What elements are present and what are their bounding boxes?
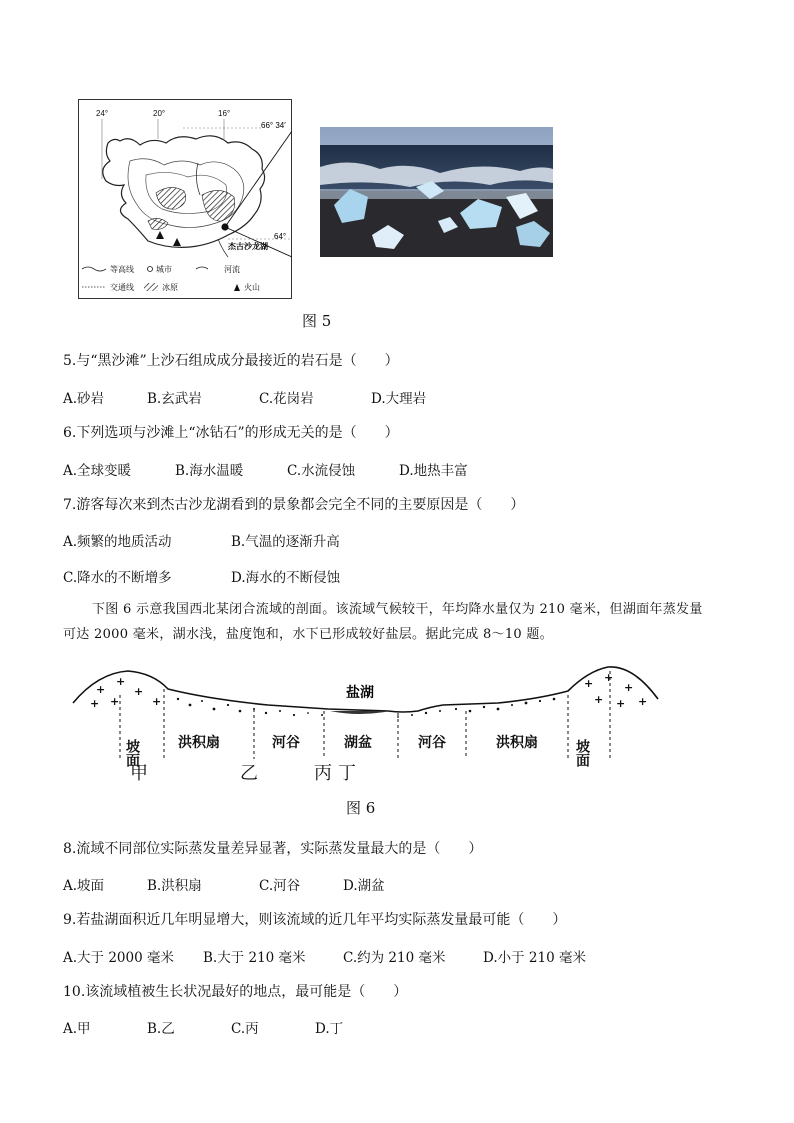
q10-option-d[interactable]: D.丁 <box>315 1021 344 1037</box>
svg-text:+: + <box>134 685 144 698</box>
q10-option-c[interactable]: C.丙 <box>231 1021 259 1037</box>
q6-option-a[interactable]: A.全球变暖 <box>63 463 132 479</box>
figure5-caption: 图 5 <box>302 312 332 330</box>
svg-text:+: + <box>584 677 594 690</box>
legend-river: 河流 <box>224 265 240 274</box>
figure6-caption: 图 6 <box>346 799 376 817</box>
legend-city: 城市 <box>156 265 172 274</box>
lon-label: 24° <box>96 109 109 118</box>
q5-option-a[interactable]: A.砂岩 <box>63 391 105 407</box>
legend-contour: 等高线 <box>110 265 134 274</box>
salt-lake <box>330 711 390 714</box>
q8-option-d[interactable]: D.湖盆 <box>343 878 385 894</box>
q9-option-b[interactable]: B.大于 210 毫米 <box>203 950 306 966</box>
salt-lake-label: 盐湖 <box>346 685 374 701</box>
q7-option-a[interactable]: A.频繁的地质活动 <box>63 534 172 550</box>
svg-text:+: + <box>604 671 614 684</box>
icefield-legend-icon <box>144 283 158 291</box>
q7-option-d[interactable]: D.海水的不断侵蚀 <box>231 570 341 586</box>
segment-label: 洪积扇 <box>178 735 220 751</box>
question-8-stem: 8.流域不同部位实际蒸发量差异显著，实际蒸发量最大的是（ ） <box>63 841 483 857</box>
point-labels <box>130 763 356 784</box>
legend-icefield: 冰原 <box>162 283 178 292</box>
question-7-stem: 7.游客每次来到杰古沙龙湖看到的景象都会完全不同的主要原因是（ ） <box>63 497 525 513</box>
city-legend-icon <box>148 267 153 272</box>
question-6-stem: 6.下列选项与沙滩上“冰钻石”的形成无关的是（ ） <box>63 425 399 441</box>
lat-label: 66° 34′ <box>261 121 286 130</box>
svg-text:+: + <box>152 695 162 708</box>
q6-option-c[interactable]: C.水流侵蚀 <box>287 463 356 479</box>
q9-option-a[interactable]: A.大于 2000 毫米 <box>63 950 174 966</box>
q7-option-c[interactable]: C.降水的不断增多 <box>63 570 172 586</box>
question-10-stem: 10.该流域植被生长状况最好的地点，最可能是（ ） <box>63 984 408 1000</box>
svg-text:+: + <box>116 675 126 688</box>
zone-labels <box>124 734 591 768</box>
svg-text:+: + <box>638 695 648 708</box>
svg-text:+: + <box>96 683 106 696</box>
lat-label: 64° <box>274 232 287 241</box>
point-ding: 丁 <box>338 763 356 784</box>
q6-option-b[interactable]: B.海水温暖 <box>175 463 244 479</box>
q10-option-a[interactable]: A.甲 <box>63 1021 91 1037</box>
q10-option-b[interactable]: B.乙 <box>147 1021 175 1037</box>
q8-option-c[interactable]: C.河谷 <box>259 878 301 894</box>
point-jia: 甲 <box>130 763 148 784</box>
lake-label: 杰古沙龙湖 <box>228 242 268 251</box>
basin-profile-diagram <box>68 655 668 785</box>
svg-text:+: + <box>594 693 604 706</box>
q5-option-d[interactable]: D.大理岩 <box>371 391 427 407</box>
q8-option-b[interactable]: B.洪积扇 <box>147 878 202 894</box>
segment-label: 河谷 <box>418 735 446 751</box>
point-yi: 乙 <box>240 763 258 784</box>
question-5-stem: 5.与“黑沙滩”上沙石组成成分最接近的岩石是（ ） <box>63 353 399 369</box>
svg-text:+: + <box>110 695 120 708</box>
ice-beach-photo <box>320 127 553 257</box>
q8-option-a[interactable]: A.坡面 <box>63 878 105 894</box>
q5-option-b[interactable]: B.玄武岩 <box>147 391 202 407</box>
segment-label: 洪积扇 <box>496 735 538 751</box>
svg-text:+: + <box>90 697 100 710</box>
point-bing: 丙 <box>314 763 332 784</box>
question-9-stem: 9.若盐湖面积近几年明显增大，则该流域的近几年平均实际蒸发量最可能（ ） <box>63 912 567 928</box>
q7-option-b[interactable]: B.气温的逐渐升高 <box>231 534 340 550</box>
segment-label: 河谷 <box>272 735 300 751</box>
legend-volcano: 火山 <box>244 283 260 292</box>
legend-traffic: 交通线 <box>110 283 134 292</box>
slope-label-right: 坡面 <box>574 739 590 767</box>
lon-label: 20° <box>153 109 166 118</box>
q9-option-c[interactable]: C.约为 210 毫米 <box>343 950 446 966</box>
slope-label-left: 坡面 <box>124 739 140 767</box>
svg-text:+: + <box>616 697 626 710</box>
q5-option-c[interactable]: C.花岗岩 <box>259 391 314 407</box>
lon-label: 16° <box>218 109 231 118</box>
segment-label: 湖盆 <box>344 735 372 751</box>
intro-line-2: 可达 2000 毫米，湖水浅，盐度饱和，水下已形成较好盐层。据此完成 8～10 题。 <box>63 627 554 642</box>
q6-option-d[interactable]: D.地热丰富 <box>399 463 468 479</box>
svg-text:+: + <box>624 681 634 694</box>
q9-option-d[interactable]: D.小于 210 毫米 <box>483 950 586 966</box>
iceland-map <box>78 99 292 299</box>
intro-line-1: 下图 6 示意我国西北某闭合流域的剖面。该流域气候较干，年均降水量仅为 210 毫米，但湖面年蒸发量 <box>92 602 703 617</box>
